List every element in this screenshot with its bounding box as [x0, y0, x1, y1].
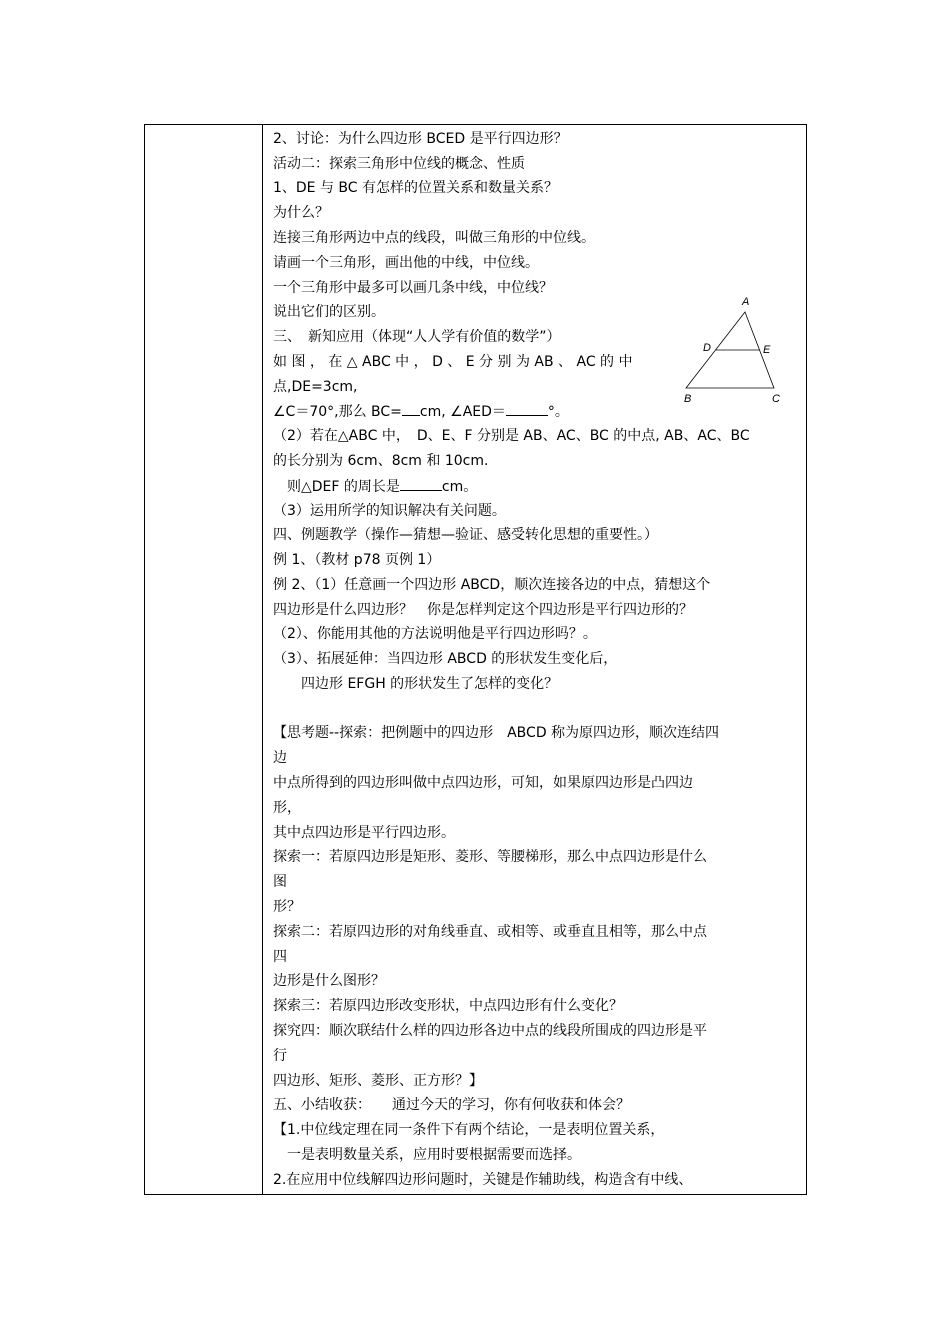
- fill-blank-line: [273, 476, 477, 497]
- text-line: （3）运用所学的知识解决有关问题。: [273, 503, 506, 519]
- text-span: cm, ∠AED＝: [419, 404, 506, 420]
- text-span: °。: [547, 404, 569, 420]
- text-line: 为什么？: [273, 205, 329, 221]
- text-span: cm。: [441, 479, 478, 495]
- answer-blank: [506, 401, 548, 416]
- text-line: 一是表明数量关系，应用时要根据需要而选择。: [273, 1147, 581, 1163]
- label-c: C: [772, 393, 780, 405]
- text-line: （2）、你能用其他的方法说明他是平行四边形吗？。: [273, 626, 597, 642]
- text-line: 2.在应用中位线解四边形问题时，关键是作辅助线，构造含有中线、: [273, 1172, 693, 1188]
- text-line: 【思考题--探索：把例题中的四边形 ABCD 称为原四边形，顺次连结四: [273, 725, 720, 741]
- text-span: ∠C＝70°,那么 BC=: [273, 404, 402, 420]
- answer-blank: [400, 476, 442, 491]
- text-line: 说出它们的区别。: [273, 304, 385, 320]
- text-line: （2）若在△ABC 中， D、E、F 分别是 AB、AC、BC 的中点, AB、AC、BC: [273, 428, 750, 444]
- text-line: 活动二：探索三角形中位线的概念、性质: [273, 156, 525, 172]
- section-heading: 五、小结收获： 通过今天的学习，你有何收获和体会？: [273, 1097, 630, 1113]
- answer-blank: [402, 401, 420, 416]
- text-line: （3）、拓展延伸：当四边形 ABCD 的形状发生变化后，: [273, 651, 618, 667]
- text-line: 探究四：顺次联结什么样的四边形各边中点的线段所围成的四边形是平: [273, 1023, 707, 1039]
- text-line: 四: [273, 949, 287, 965]
- lesson-table: [144, 124, 807, 1195]
- text-line: 探索三：若原四边形改变形状，中点四边形有什么变化？: [273, 998, 623, 1014]
- text-line: 连接三角形两边中点的线段，叫做三角形的中位线。: [273, 230, 595, 246]
- text-line: 【1.中位线定理在同一条件下有两个结论，一是表明位置关系，: [273, 1122, 665, 1138]
- text-line: 四边形 EFGH 的形状发生了怎样的变化？: [273, 676, 559, 692]
- text-line: 探索一：若原四边形是矩形、菱形、等腰梯形，那么中点四边形是什么: [273, 849, 707, 865]
- text-line: 点,DE=3cm,: [273, 379, 358, 395]
- triangle-figure: [681, 295, 791, 405]
- text-line: 形？: [273, 899, 301, 915]
- text-line: 例 2、（1）任意画一个四边形 ABCD，顺次连接各边的中点，猜想这个: [273, 577, 711, 593]
- text-line: 探索二：若原四边形的对角线垂直、或相等、或垂直且相等，那么中点: [273, 924, 707, 940]
- label-e: E: [763, 344, 771, 356]
- text-line: 其中点四边形是平行四边形。: [273, 825, 455, 841]
- label-b: B: [684, 393, 692, 405]
- text-line: 形，: [273, 800, 301, 816]
- text-line: 1、DE 与 BC 有怎样的位置关系和数量关系？: [273, 180, 559, 196]
- text-line: 2、讨论：为什么四边形 BCED 是平行四边形？: [273, 131, 568, 147]
- section-heading: 三、 新知应用（体现“人人学有价值的数学”）: [273, 329, 561, 345]
- text-line: 边形是什么图形？: [273, 973, 385, 989]
- text-line: 四边形是什么四边形？ 你是怎样判定这个四边形是平行四边形的？: [273, 602, 693, 618]
- text-line: 一个三角形中最多可以画几条中线，中位线？: [273, 280, 553, 296]
- text-line: 例 1、（教材 p78 页例 1）: [273, 552, 441, 568]
- label-a: A: [742, 296, 750, 308]
- text-line: 图: [273, 874, 287, 890]
- text-line: 行: [273, 1048, 287, 1064]
- text-span: 则△DEF 的周长是: [273, 479, 400, 495]
- text-line: 四边形、矩形、菱形、正方形？】: [273, 1073, 483, 1089]
- text-line: 如 图 ， 在 △ ABC 中 ， D 、 E 分 别 为 AB 、 AC 的 中: [273, 354, 633, 370]
- fill-blank-line: [273, 401, 569, 422]
- label-d: D: [703, 342, 711, 354]
- text-line: 的长分别为 6cm、8cm 和 10cm.: [273, 453, 489, 469]
- text-line: 边: [273, 750, 287, 766]
- section-heading: 四、例题教学（操作—猜想—验证、感受转化思想的重要性。）: [273, 527, 658, 543]
- text-line: 中点所得到的四边形叫做中点四边形，可知，如果原四边形是凸四边: [273, 775, 693, 791]
- column-divider: [262, 125, 263, 1194]
- text-line: 请画一个三角形，画出他的中线，中位线。: [273, 255, 539, 271]
